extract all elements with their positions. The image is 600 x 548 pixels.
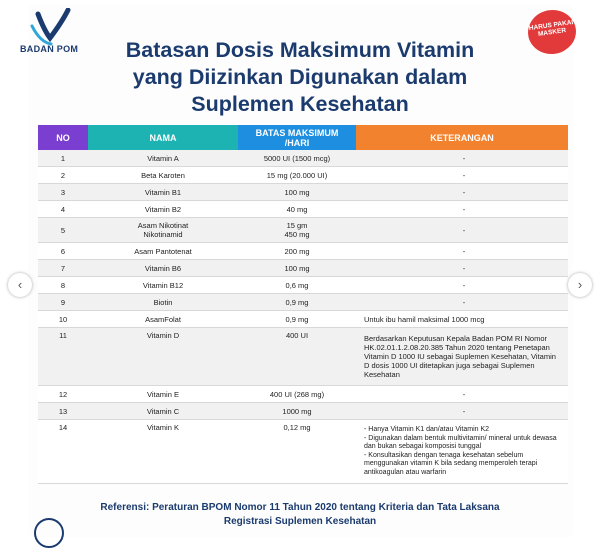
table-row: 2 Beta Karoten 15 mg (20.000 UI) -	[38, 167, 568, 184]
table-row: 5 Asam Nikotinat Nikotinamid 15 gm 450 mg -	[38, 218, 568, 243]
prev-arrow-button[interactable]	[8, 273, 32, 297]
table-row: 4 Vitamin B2 40 mg -	[38, 201, 568, 218]
chevron-left-icon: ‹	[17, 277, 23, 292]
header-no: NO	[38, 125, 88, 150]
table-row: 3 Vitamin B1 100 mg -	[38, 184, 568, 201]
table-row: 11 Vitamin D 400 UI Berdasarkan Keputusan Kepala Badan POM RI Nomor HK.02.01.1.2.08.20.385 Tahun 2020 tentang Penetapan Vitamin D 1000 IU sebagai Suplemen Kesehatan, Vitamin D dosis 1000 UI ditetapkan juga sebagai Suplemen Kesehatan	[38, 328, 568, 386]
reference-note: Referensi: Peraturan BPOM Nomor 11 Tahun 2020 tentang Kriteria dan Tata Laksana Registrasi Suplemen Kesehatan	[100, 502, 500, 527]
header-nama: NAMA	[88, 125, 238, 150]
check-logo-icon	[34, 518, 64, 548]
chevron-right-icon: ›	[577, 277, 583, 292]
header-keterangan: KETERANGAN	[356, 125, 568, 150]
next-arrow-button[interactable]	[568, 273, 592, 297]
table-row: 10 AsamFolat 0,9 mg Untuk ibu hamil maksimal 1000 mcg	[38, 311, 568, 328]
vitamin-table	[38, 125, 568, 484]
table-row: 9 Biotin 0,9 mg -	[38, 294, 568, 311]
table-row: 14 Vitamin K 0,12 mg - Hanya Vitamin K1 dan/atau Vitamin K2 - Digunakan dalam bentuk multivitamin/ mineral untuk dewasa dan bukan sebagai komposisi tunggal - Konsultasikan dengan tenaga kesehatan sebelum menggunakan vitamin K bila sedang memperoleh terapi antikoagulan atau warfarin	[38, 420, 568, 484]
table-row: 13 Vitamin C 1000 mg -	[38, 403, 568, 420]
header-batas: BATAS MAKSIMUM /HARI	[238, 125, 356, 150]
table-row: 7 Vitamin B6 100 mg -	[38, 260, 568, 277]
mask-badge: HARUS PAKAI MASKER	[525, 7, 579, 57]
page-title: Batasan Dosis Maksimum Vitamin yang Diizinkan Digunakan dalam Suplemen Kesehatan	[125, 38, 475, 116]
brand-name: BADAN POM	[20, 44, 79, 54]
table-row: 6 Asam Pantotenat 200 mg -	[38, 243, 568, 260]
table-row: 12 Vitamin E 400 UI (268 mg) -	[38, 386, 568, 403]
table-row: 1 Vitamin A 5000 UI (1500 mcg) -	[38, 150, 568, 167]
table-row: 8 Vitamin B12 0,6 mg -	[38, 277, 568, 294]
